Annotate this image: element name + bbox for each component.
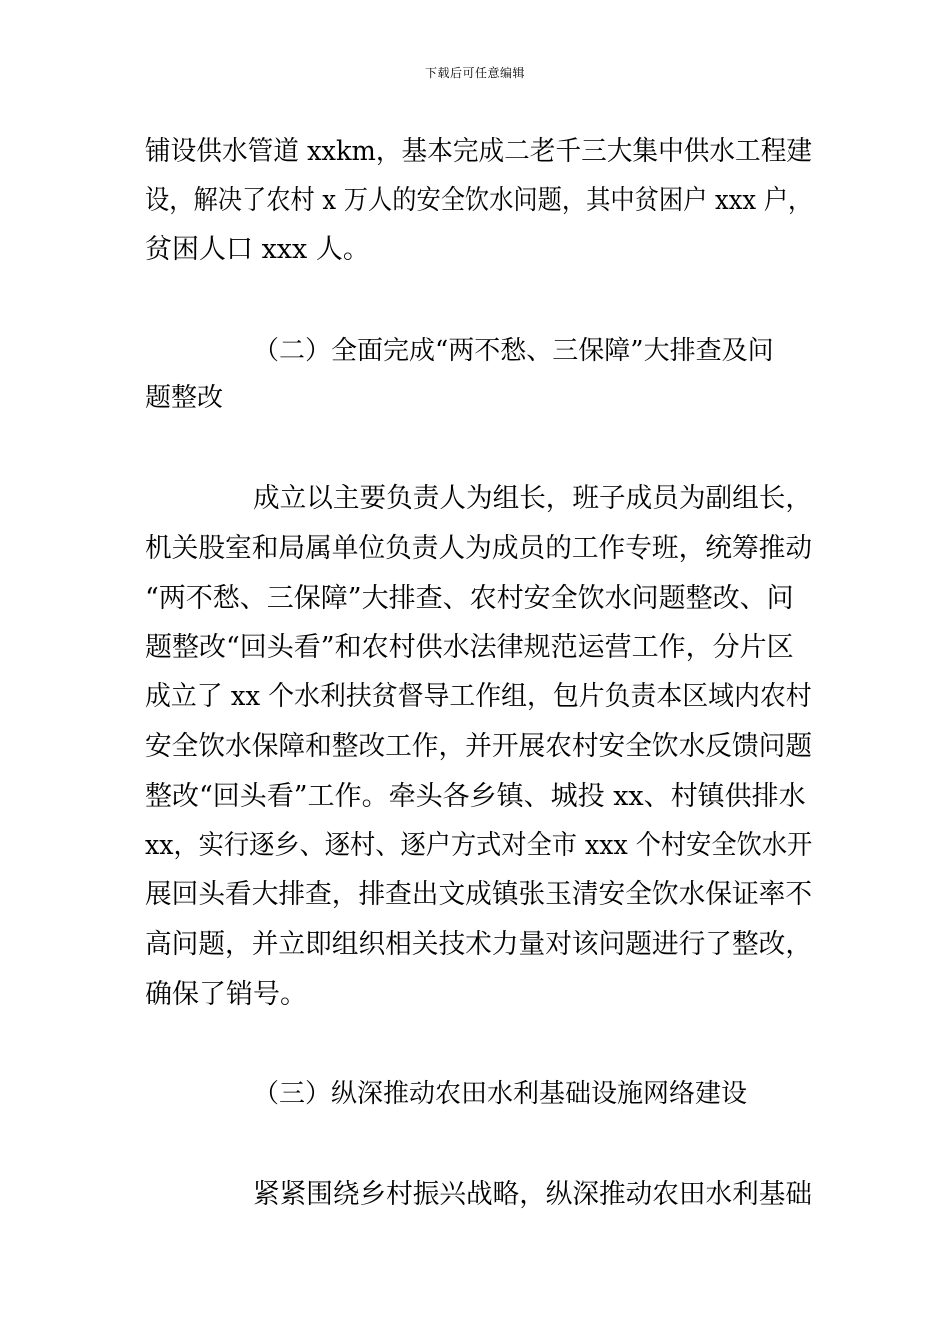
text-line: 高问题，并立即组织相关技术力量对该问题进行了整改， <box>145 929 812 960</box>
text-line: 成立了 xx 个水利扶贫督导工作组，包片负责本区域内农村 <box>145 681 812 712</box>
heading-line: （二）全面完成“两不愁、三保障”大排查及问 <box>253 336 774 366</box>
text-line: 机关股室和局属单位负责人为成员的工作专班，统筹推动 <box>145 533 812 564</box>
text-line: 安全饮水保障和整改工作，并开展农村安全饮水反馈问题 <box>145 731 812 762</box>
text-line: 展回头看大排查，排查出文成镇张玉清安全饮水保证率不 <box>145 879 812 910</box>
text-line: 紧紧围绕乡村振兴战略，纵深推动农田水利基础 <box>253 1179 812 1210</box>
text-line: 设，解决了农村 x 万人的安全饮水问题，其中贫困户 xxx 户， <box>145 185 813 216</box>
heading-line: （三）纵深推动农田水利基础设施网络建设 <box>253 1079 748 1109</box>
text-line: 铺设供水管道 xxkm，基本完成二老千三大集中供水工程建 <box>145 136 812 167</box>
text-line: 整改“回头看”工作。牵头各乡镇、城投 xx、村镇供排水 <box>145 781 806 812</box>
heading-line: 题整改 <box>145 383 224 413</box>
text-line: 成立以主要负责人为组长，班子成员为副组长， <box>253 483 812 514</box>
text-line: xx，实行逐乡、逐村、逐户方式对全市 xxx 个村安全饮水开 <box>145 830 813 861</box>
text-line: 贫困人口 xxx 人。 <box>145 234 370 265</box>
text-line: 题整改“回头看”和农村供水法律规范运营工作，分片区 <box>145 632 794 663</box>
page-header: 下载后可任意编辑 <box>424 66 525 80</box>
text-line: 确保了销号。 <box>145 979 307 1010</box>
text-line: “两不愁、三保障”大排查、农村安全饮水问题整改、问 <box>145 583 794 614</box>
